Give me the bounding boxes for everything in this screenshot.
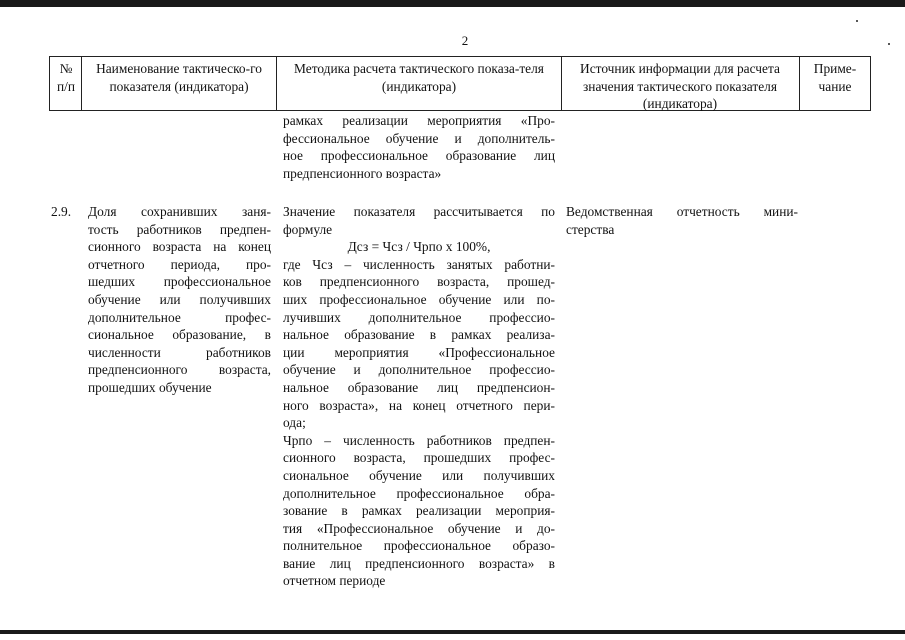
page-number: 2: [461, 33, 469, 48]
calculation-method: [283, 203, 555, 590]
method-line: ного возраста», на конец отчетного пери-: [283, 397, 555, 413]
indicator-name-line: дополнительное профес-: [88, 309, 271, 325]
method-line: отчетном периоде: [283, 573, 386, 589]
method-line: вание лиц предпенсионного возраста» в: [283, 555, 555, 571]
indicator-name-line: отчетного периода, про-: [88, 256, 271, 272]
row-number: 2.9.: [51, 204, 72, 219]
indicator-name-line: численности работников: [88, 344, 271, 360]
header-divider: [81, 56, 82, 111]
header-indicator-name: Наименование тактическо-го показателя (индикатора): [96, 61, 262, 94]
method-continuation: [283, 112, 555, 182]
indicator-name-line: прошедших обучение: [88, 379, 212, 395]
method-line: ших профессиональное обучение или по-: [283, 291, 555, 307]
indicator-name-line: шедших профессиональное: [88, 274, 271, 290]
method-line: полнительное профессиональное образо-: [283, 538, 555, 554]
indicator-name-line: предпенсионного возраста,: [88, 362, 271, 378]
indicator-name-line: сионного возраста на конец: [88, 239, 271, 255]
method-line: лучивших дополнительное профессио-: [283, 309, 555, 325]
header-calculation-method: Методика расчета тактического показа-теля (индикатора): [294, 61, 544, 94]
method-line: формуле: [283, 221, 333, 237]
source-line: Ведомственная отчетность мини-: [566, 204, 798, 219]
continuation-line: фессиональное обучение и дополнитель-: [283, 130, 555, 146]
header-divider: [799, 56, 800, 111]
bottom-rule: [0, 630, 905, 634]
indicator-name: [88, 203, 271, 397]
method-line: дополнительное профессиональное обра-: [283, 485, 555, 501]
method-line: ков предпенсионного возраста, прошед-: [283, 274, 555, 290]
method-line: нальное образование лиц предпенсион-: [283, 379, 555, 395]
scan-speck: [856, 20, 858, 22]
header-divider: [870, 56, 871, 111]
method-line: тия «Профессиональное обучение и до-: [283, 520, 555, 536]
method-line: нальное образование в рамках реализа-: [283, 327, 555, 343]
method-line: Значение показателя рассчитывается по: [283, 204, 555, 219]
method-line: где Чсз – численность занятых работни-: [283, 256, 555, 272]
header-divider: [561, 56, 562, 111]
method-line: сионного возраста, прошедших профес-: [283, 450, 555, 466]
method-line: ода;: [283, 415, 306, 431]
header-divider: [49, 56, 50, 111]
method-line: зование в рамках реализации мероприя-: [283, 503, 555, 519]
continuation-line: ное профессиональное образование лиц: [283, 148, 555, 164]
indicator-name-line: обучение или получивших: [88, 291, 271, 307]
header-note: Приме-чание: [813, 61, 857, 94]
indicator-name-line: Доля сохранивших заня-: [88, 204, 271, 219]
information-source: [566, 203, 798, 238]
top-rule: [0, 0, 905, 7]
continuation-line: рамках реализации мероприятия «Про-: [283, 113, 555, 128]
method-line: обучение и дополнительное профессио-: [283, 362, 555, 378]
formula: Дсз = Чсз / Чрпо х 100%,: [347, 239, 491, 255]
method-line: Чрпо – численность работников предпен-: [283, 432, 555, 448]
table-header: [49, 56, 871, 111]
method-line: ции мероприятия «Профессиональное: [283, 344, 555, 360]
scan-speck: [888, 43, 890, 45]
continuation-line: предпенсионного возраста»: [283, 165, 442, 181]
header-number: № п/п: [56, 61, 76, 94]
header-top-border: [49, 56, 871, 57]
header-divider: [276, 56, 277, 111]
header-information-source: Источник информации для расчета значения тактического показателя (индикатора): [580, 61, 780, 112]
indicator-name-line: тость работников предпен-: [88, 221, 271, 237]
method-line: сиональное обучение или получивших: [283, 467, 555, 483]
indicator-name-line: сиональное образование, в: [88, 327, 271, 343]
source-line: стерства: [566, 221, 615, 237]
